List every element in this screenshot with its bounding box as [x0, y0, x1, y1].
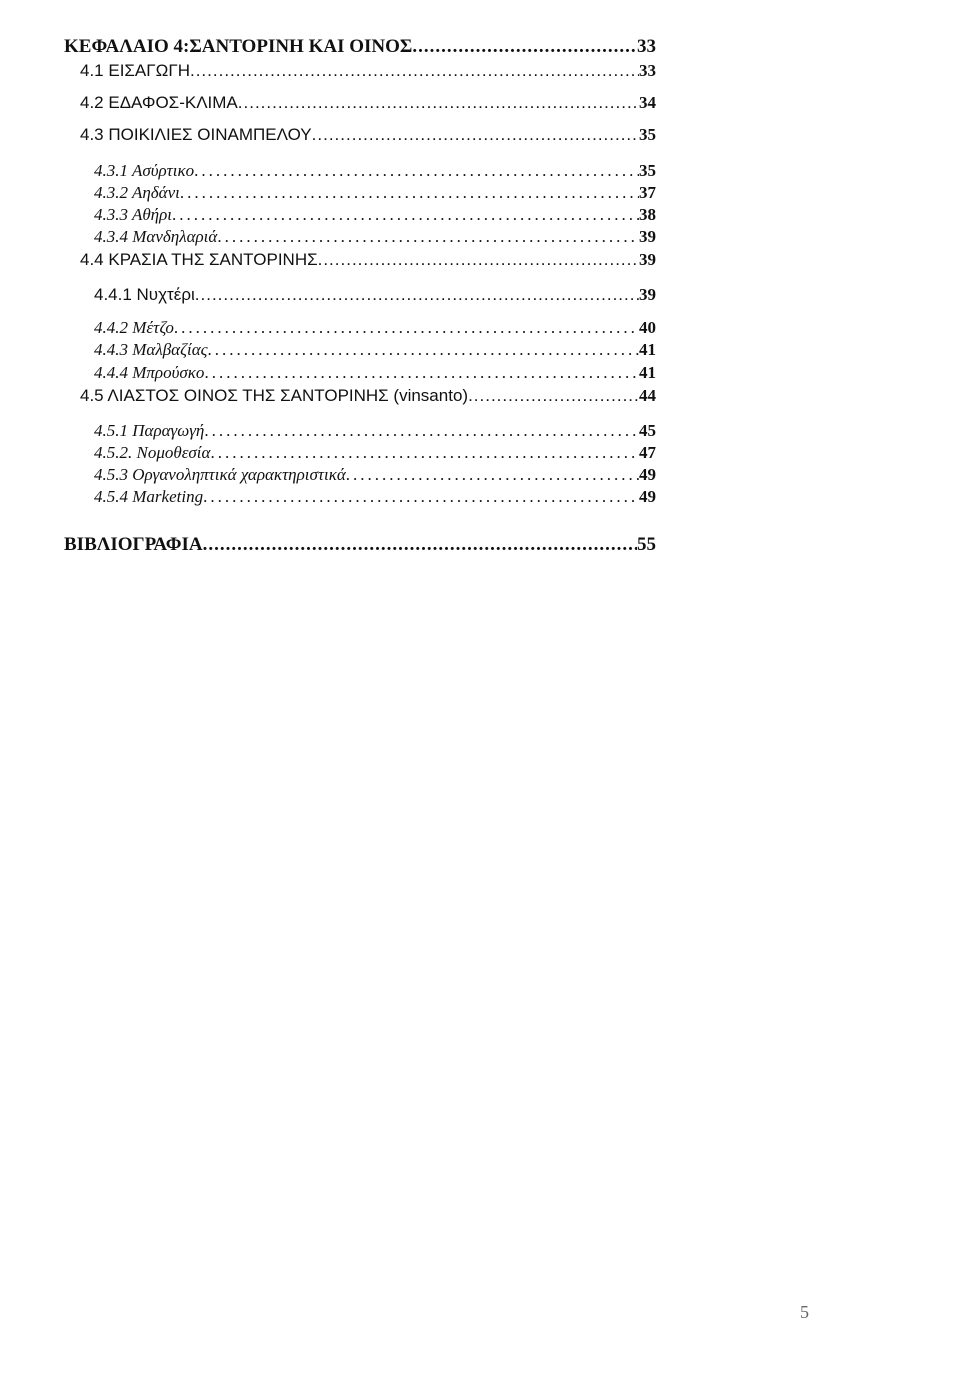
toc-entry-4-5-2: [94, 443, 656, 463]
dot-leader: [204, 421, 639, 441]
toc-entry-label: 4.4.2 Μέτζο: [94, 318, 174, 337]
toc-entry-label: 4.2 ΕΔΑΦΟΣ-ΚΛΙΜΑ: [80, 93, 238, 112]
dot-leader: [346, 465, 639, 485]
toc-entry-label: 4.4.1 Νυχτέρι: [94, 285, 195, 304]
dot-leader: [312, 125, 639, 145]
toc-entry-label: 4.1 ΕΙΣΑΓΩΓΗ: [80, 61, 190, 80]
dot-leader: [174, 318, 639, 338]
toc-entry-label: 4.5.1 Παραγωγή: [94, 421, 205, 440]
dot-leader: [318, 250, 639, 270]
toc-entry-4-5-1: [94, 421, 656, 441]
toc-entry-page: 49: [639, 465, 656, 484]
toc-entry-label: ΒΙΒΛΙΟΓΡΑΦΙΑ: [64, 534, 203, 555]
toc-entry-4-4-2: [94, 318, 656, 338]
toc-entry-4-3-3: [94, 205, 656, 225]
toc-entry-label: 4.5.3 Οργανοληπτικά χαρακτηριστικά: [94, 465, 346, 484]
toc-entry-label: 4.3.3 Αθήρι: [94, 205, 172, 224]
toc-entry-page: 49: [639, 487, 656, 506]
toc-entry-chapter-4: [64, 36, 656, 58]
dot-leader: [203, 487, 639, 507]
toc-entry-page: 34: [639, 93, 656, 112]
toc-entry-label: 4.3.2 Αηδάνι: [94, 183, 180, 202]
toc-entry-4-4-4: [94, 363, 656, 383]
toc-entry-page: 33: [639, 61, 656, 80]
dot-leader: [195, 285, 639, 305]
toc-entry-page: 37: [639, 183, 656, 202]
dot-leader: [194, 161, 639, 181]
dot-leader: [412, 36, 637, 58]
toc-entry-4-5-3: [94, 465, 656, 485]
toc-entry-4-5-4: [94, 487, 656, 507]
toc-entry-4-4: [80, 250, 656, 270]
toc-entry-page: 38: [639, 205, 656, 224]
toc-entry-page: 35: [639, 125, 656, 144]
toc-entry-page: 39: [639, 250, 656, 269]
toc-entry-page: 55: [637, 534, 656, 555]
toc-entry-label: 4.5.2. Νομοθεσία: [94, 443, 211, 462]
toc-entry-4-4-3: [94, 340, 656, 360]
toc-entry-page: 33: [637, 36, 656, 57]
toc-entry-label: 4.3.1 Ασύρτικο: [94, 161, 195, 180]
dot-leader: [204, 363, 639, 383]
toc-entry-label: 4.4.4 Μπρούσκο: [94, 363, 205, 382]
dot-leader: [238, 93, 639, 113]
toc-entry-page: 45: [639, 421, 656, 440]
page-number: 5: [800, 1302, 809, 1322]
toc-entry-page: 41: [639, 363, 656, 382]
dot-leader: [468, 386, 639, 406]
toc-entry-label: 4.5 ΛΙΑΣΤΟΣ ΟΙΝΟΣ ΤΗΣ ΣΑΝΤΟΡΙΝΗΣ (vinsanto): [80, 386, 469, 405]
toc-entry-page: 47: [639, 443, 656, 462]
toc-entry-4-2: [80, 93, 656, 113]
dot-leader: [217, 227, 639, 247]
toc-entry-4-1: [80, 61, 656, 81]
toc-entry-label: 4.5.4 Marketing: [94, 487, 204, 506]
dot-leader: [172, 205, 639, 225]
dot-leader: [190, 61, 639, 81]
toc-entry-label: ΚΕΦΑΛΑΙΟ 4:ΣΑΝΤΟΡΙΝΗ ΚΑΙ ΟΙΝΟΣ: [64, 36, 413, 57]
dot-leader: [210, 443, 639, 463]
dot-leader: [208, 340, 639, 360]
toc-entry-page: 41: [639, 340, 656, 359]
toc-entry-bibliography: [64, 534, 656, 556]
toc-entry-page: 44: [639, 386, 656, 405]
toc-entry-4-3-2: [94, 183, 656, 203]
toc-entry-4-4-1: [94, 285, 656, 305]
dot-leader: [180, 183, 639, 203]
toc-entry-label: 4.3.4 Μανδηλαριά: [94, 227, 218, 246]
toc-entry-page: 39: [639, 285, 656, 304]
table-of-contents: [0, 0, 960, 600]
toc-entry-page: 39: [639, 227, 656, 246]
dot-leader: [203, 534, 637, 556]
toc-entry-label: 4.4.3 Μαλβαζίας: [94, 340, 208, 359]
toc-entry-label: 4.4 ΚΡΑΣΙΑ ΤΗΣ ΣΑΝΤΟΡΙΝΗΣ: [80, 250, 318, 269]
toc-entry-4-3-1: [94, 161, 656, 181]
toc-entry-4-3-4: [94, 227, 656, 247]
toc-entry-page: 35: [639, 161, 656, 180]
toc-entry-label: 4.3 ΠΟΙΚΙΛΙΕΣ ΟΙΝΑΜΠΕΛΟΥ: [80, 125, 312, 144]
toc-entry-4-5: [80, 386, 656, 406]
toc-entry-page: 40: [639, 318, 656, 337]
toc-entry-4-3: [80, 125, 656, 145]
